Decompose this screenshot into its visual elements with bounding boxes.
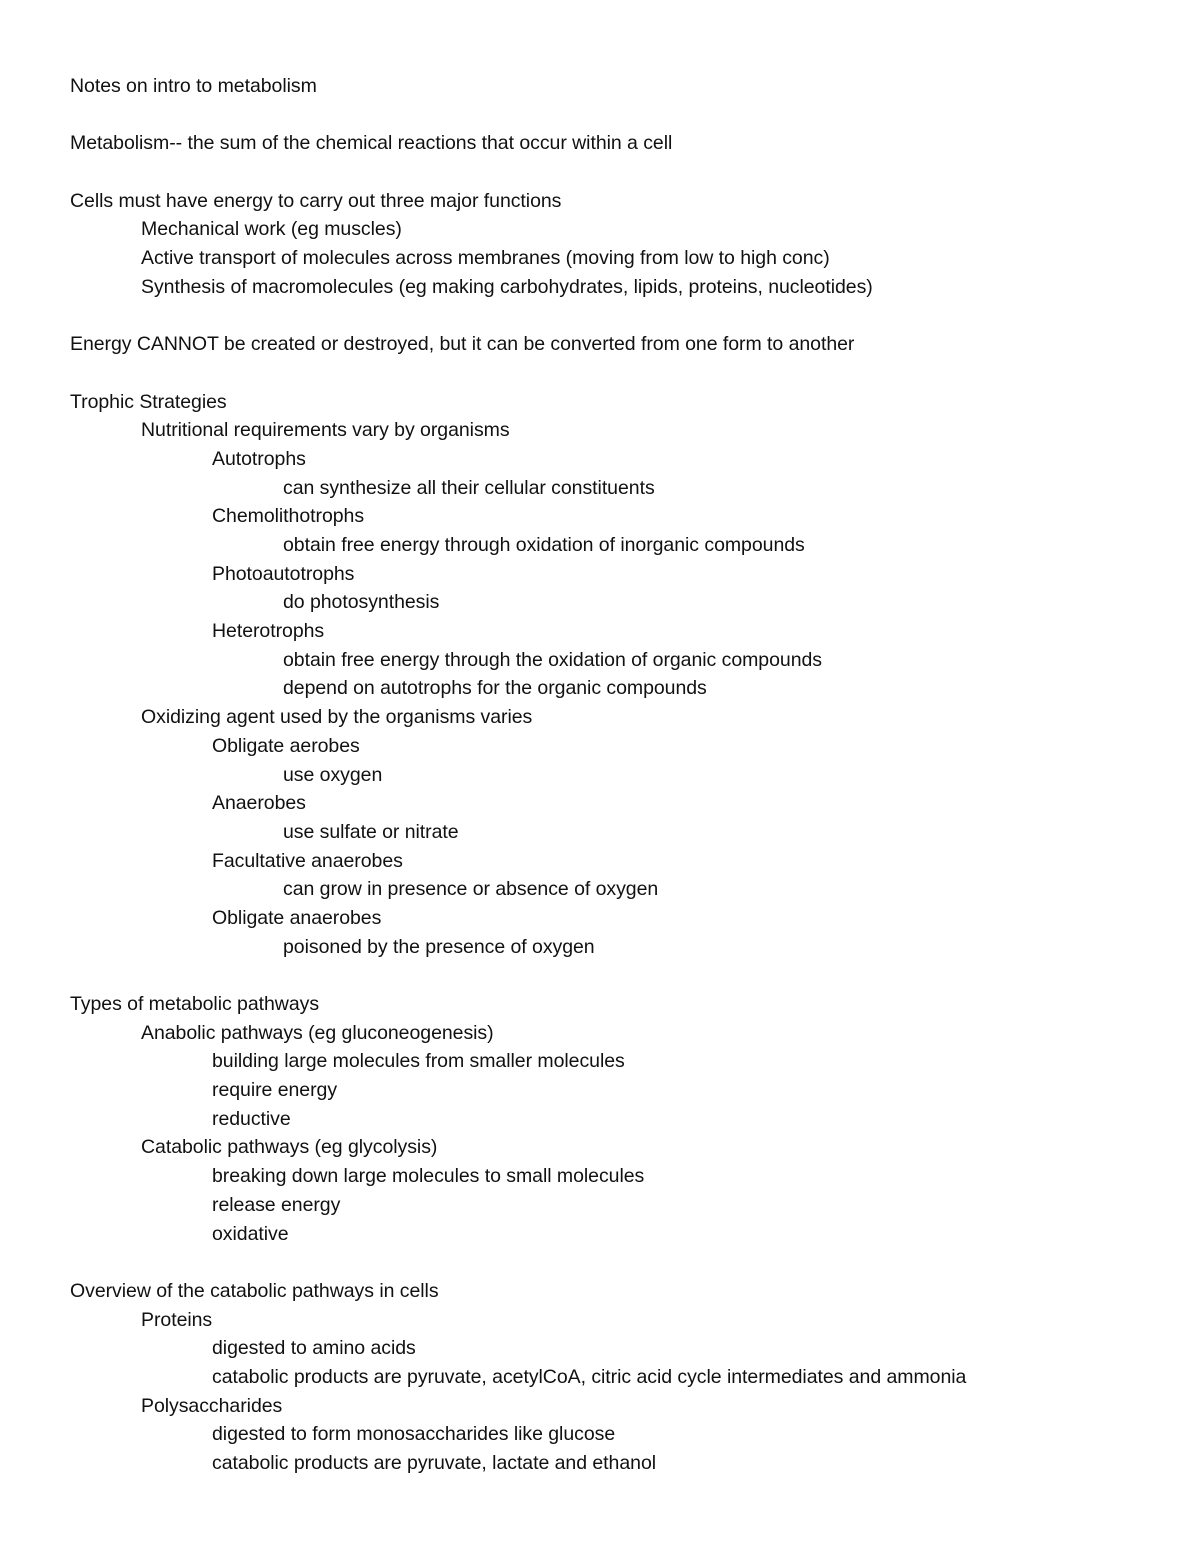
document-title: Notes on intro to metabolism: [70, 75, 317, 97]
macromolecule-name: Polysaccharides: [141, 1394, 283, 1417]
organism-group-name: Autotrophs: [212, 447, 306, 470]
macromolecule-detail: catabolic products are pyruvate, acetylCoA, citric acid cycle intermediates and ammonia: [212, 1365, 967, 1388]
organism-group-detail: depend on autotrophs for the organic compounds: [283, 677, 707, 700]
organism-group-name: Obligate aerobes: [212, 734, 360, 757]
macromolecule-detail: catabolic products are pyruvate, lactate and ethanol: [212, 1452, 657, 1474]
energy-function-item: Synthesis of macromolecules (eg making carbohydrates, lipids, proteins, nucleotides): [141, 275, 873, 298]
blank-line: [70, 101, 1150, 130]
organism-group-name: Facultative anaerobes: [212, 849, 403, 872]
organism-group-name: Chemolithotrophs: [212, 505, 365, 528]
energy-function-item: Active transport of molecules across membranes (moving from low to high conc): [141, 247, 830, 270]
organism-group-detail: can synthesize all their cellular constituents: [283, 476, 655, 499]
organism-group-detail: poisoned by the presence of oxygen: [283, 935, 595, 958]
energy-function-item: Mechanical work (eg muscles): [141, 218, 402, 241]
organism-group-detail: can grow in presence or absence of oxygen: [283, 878, 659, 901]
organism-group-name: Anaerobes: [212, 792, 306, 815]
pathway-type-name: Anabolic pathways (eg gluconeogenesis): [141, 1021, 494, 1044]
macromolecule-detail: digested to form monosaccharides like glucose: [212, 1423, 616, 1446]
document-body: [70, 72, 1150, 1478]
organism-group-name: Obligate anaerobes: [212, 906, 382, 929]
pathway-type-detail: oxidative: [212, 1222, 289, 1245]
energy-conservation-statement: Energy CANNOT be created or destroyed, but it can be converted from one form to another: [70, 333, 855, 356]
blank-line: [70, 302, 1150, 331]
metabolism-definition: Metabolism-- the sum of the chemical reactions that occur within a cell: [70, 132, 673, 155]
blank-line: [70, 1248, 1150, 1277]
organism-group-detail: use oxygen: [283, 763, 383, 786]
pathway-type-name: Catabolic pathways (eg glycolysis): [141, 1136, 438, 1159]
nutritional-requirements-heading: Nutritional requirements vary by organisms: [141, 419, 510, 442]
pathway-type-detail: building large molecules from smaller molecules: [212, 1050, 625, 1073]
organism-group-detail: use sulfate or nitrate: [283, 820, 459, 843]
organism-group-name: Photoautotrophs: [212, 562, 355, 585]
organism-group-detail: obtain free energy through the oxidation of organic compounds: [283, 648, 822, 671]
trophic-strategies-heading: Trophic Strategies: [70, 390, 227, 413]
macromolecule-detail: digested to amino acids: [212, 1337, 416, 1360]
energy-functions-heading: Cells must have energy to carry out three major functions: [70, 189, 562, 212]
oxidizing-agent-heading: Oxidizing agent used by the organisms varies: [141, 706, 533, 729]
blank-line: [70, 158, 1150, 187]
organism-group-detail: do photosynthesis: [283, 591, 440, 614]
pathway-type-detail: require energy: [212, 1079, 338, 1102]
catabolic-overview-heading: Overview of the catabolic pathways in cells: [70, 1279, 439, 1302]
macromolecule-name: Proteins: [141, 1308, 213, 1331]
blank-line: [70, 961, 1150, 990]
pathway-type-detail: release energy: [212, 1193, 341, 1216]
organism-group-name: Heterotrophs: [212, 620, 325, 643]
pathway-type-detail: reductive: [212, 1107, 291, 1130]
pathway-type-detail: breaking down large molecules to small molecules: [212, 1165, 645, 1188]
blank-line: [70, 359, 1150, 388]
organism-group-detail: obtain free energy through oxidation of inorganic compounds: [283, 534, 805, 556]
pathway-types-heading: Types of metabolic pathways: [70, 993, 320, 1015]
